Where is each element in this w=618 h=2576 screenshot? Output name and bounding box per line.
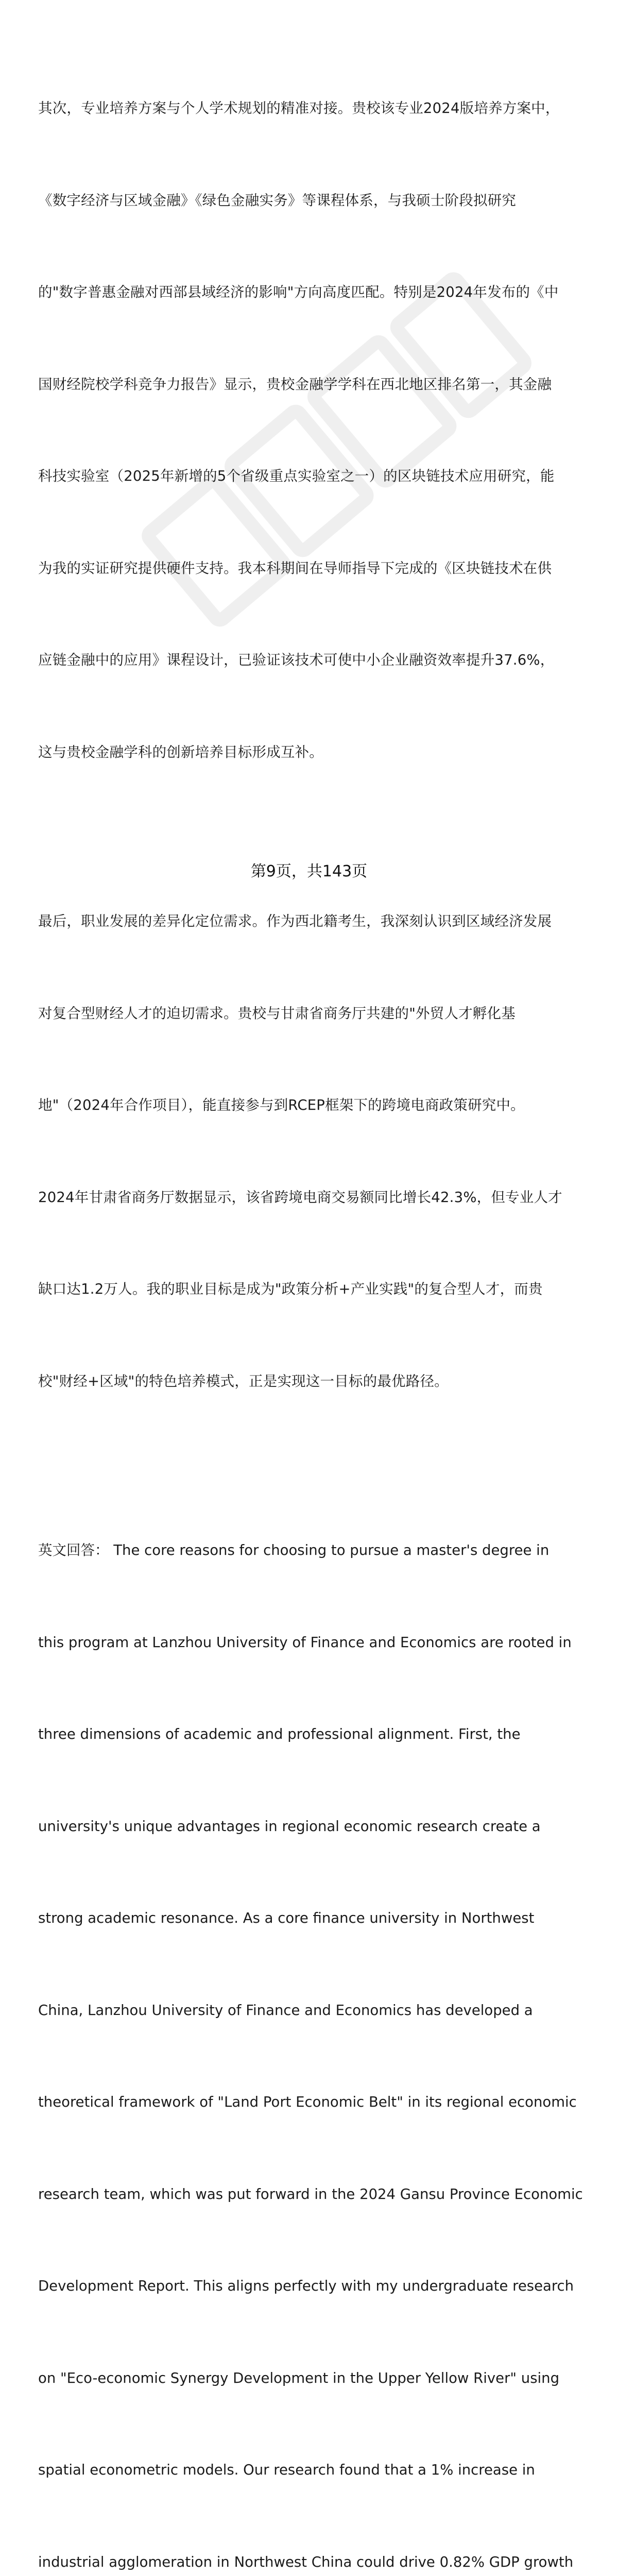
text-line: Development Report. This aligns perfectly with my undergraduate research bbox=[38, 2271, 596, 2302]
text-line: spatial econometric models. Our research found that a 1% increase in bbox=[38, 2455, 596, 2486]
text-line: 为我的实证研究提供硬件支持。我本科期间在导师指导下完成的《区块链技术在供 bbox=[38, 553, 596, 584]
text-line: strong academic resonance. As a core finance university in Northwest bbox=[38, 1903, 596, 1934]
text-line: three dimensions of academic and professional alignment. First, the bbox=[38, 1719, 596, 1750]
text-line: China, Lanzhou University of Finance and Economics has developed a bbox=[38, 1995, 596, 2026]
text-line: 这与贵校金融学科的创新培养目标形成互补。 bbox=[38, 737, 596, 768]
text-line: 缺口达1.2万人。我的职业目标是成为"政策分析+产业实践"的复合型人才，而贵 bbox=[38, 1274, 596, 1305]
text-line: 校"财经+区域"的特色培养模式，正是实现这一目标的最优路径。 bbox=[38, 1366, 596, 1397]
document-body bbox=[38, 32, 596, 2576]
text-line: on "Eco-economic Synergy Development in the Upper Yellow River" using bbox=[38, 2363, 596, 2394]
text-line: 应链金融中的应用》课程设计，已验证该技术可使中小企业融资效率提升37.6%， bbox=[38, 645, 596, 676]
text-line: 2024年甘肃省商务厅数据显示，该省跨境电商交易额同比增长42.3%，但专业人才 bbox=[38, 1182, 596, 1213]
text-line: 最后，职业发展的差异化定位需求。作为西北籍考生，我深刻认识到区域经济发展 bbox=[38, 906, 596, 937]
text-line: 国财经院校学科竞争力报告》显示，贵校金融学学科在西北地区排名第一，其金融 bbox=[38, 369, 596, 400]
text-line: university's unique advantages in regional economic research create a bbox=[38, 1811, 596, 1842]
text-line: 英文回答： The core reasons for choosing to pursue a master's degree in bbox=[38, 1535, 596, 1566]
text-line: industrial agglomeration in Northwest China could drive 0.82% GDP growth bbox=[38, 2547, 596, 2576]
text-line: theoretical framework of "Land Port Economic Belt" in its regional economic bbox=[38, 2087, 596, 2118]
text-line: 其次，专业培养方案与个人学术规划的精准对接。贵校该专业2024版培养方案中， bbox=[38, 93, 596, 124]
text-line: research team, which was put forward in the 2024 Gansu Province Economic bbox=[38, 2179, 596, 2210]
text-line: 的"数字普惠金融对西部县域经济的影响"方向高度匹配。特别是2024年发布的《中 bbox=[38, 277, 596, 308]
text-line: this program at Lanzhou University of Finance and Economics are rooted in bbox=[38, 1628, 596, 1658]
paragraph-english-answer bbox=[38, 1474, 596, 2576]
page-number: 第9页，共143页 bbox=[0, 858, 618, 881]
text-line: 地"（2024年合作项目），能直接参与到RCEP框架下的跨境电商政策研究中。 bbox=[38, 1090, 596, 1121]
paragraph-curriculum bbox=[38, 32, 596, 829]
text-line: 科技实验室（2025年新增的5个省级重点实验室之一）的区块链技术应用研究，能 bbox=[38, 461, 596, 492]
text-line: 《数字经济与区域金融》《绿色金融实务》等课程体系，与我硕士阶段拟研究 bbox=[38, 185, 596, 216]
paragraph-career bbox=[38, 845, 596, 1458]
text-line: 对复合型财经人才的迫切需求。贵校与甘肃省商务厅共建的"外贸人才孵化基 bbox=[38, 998, 596, 1029]
